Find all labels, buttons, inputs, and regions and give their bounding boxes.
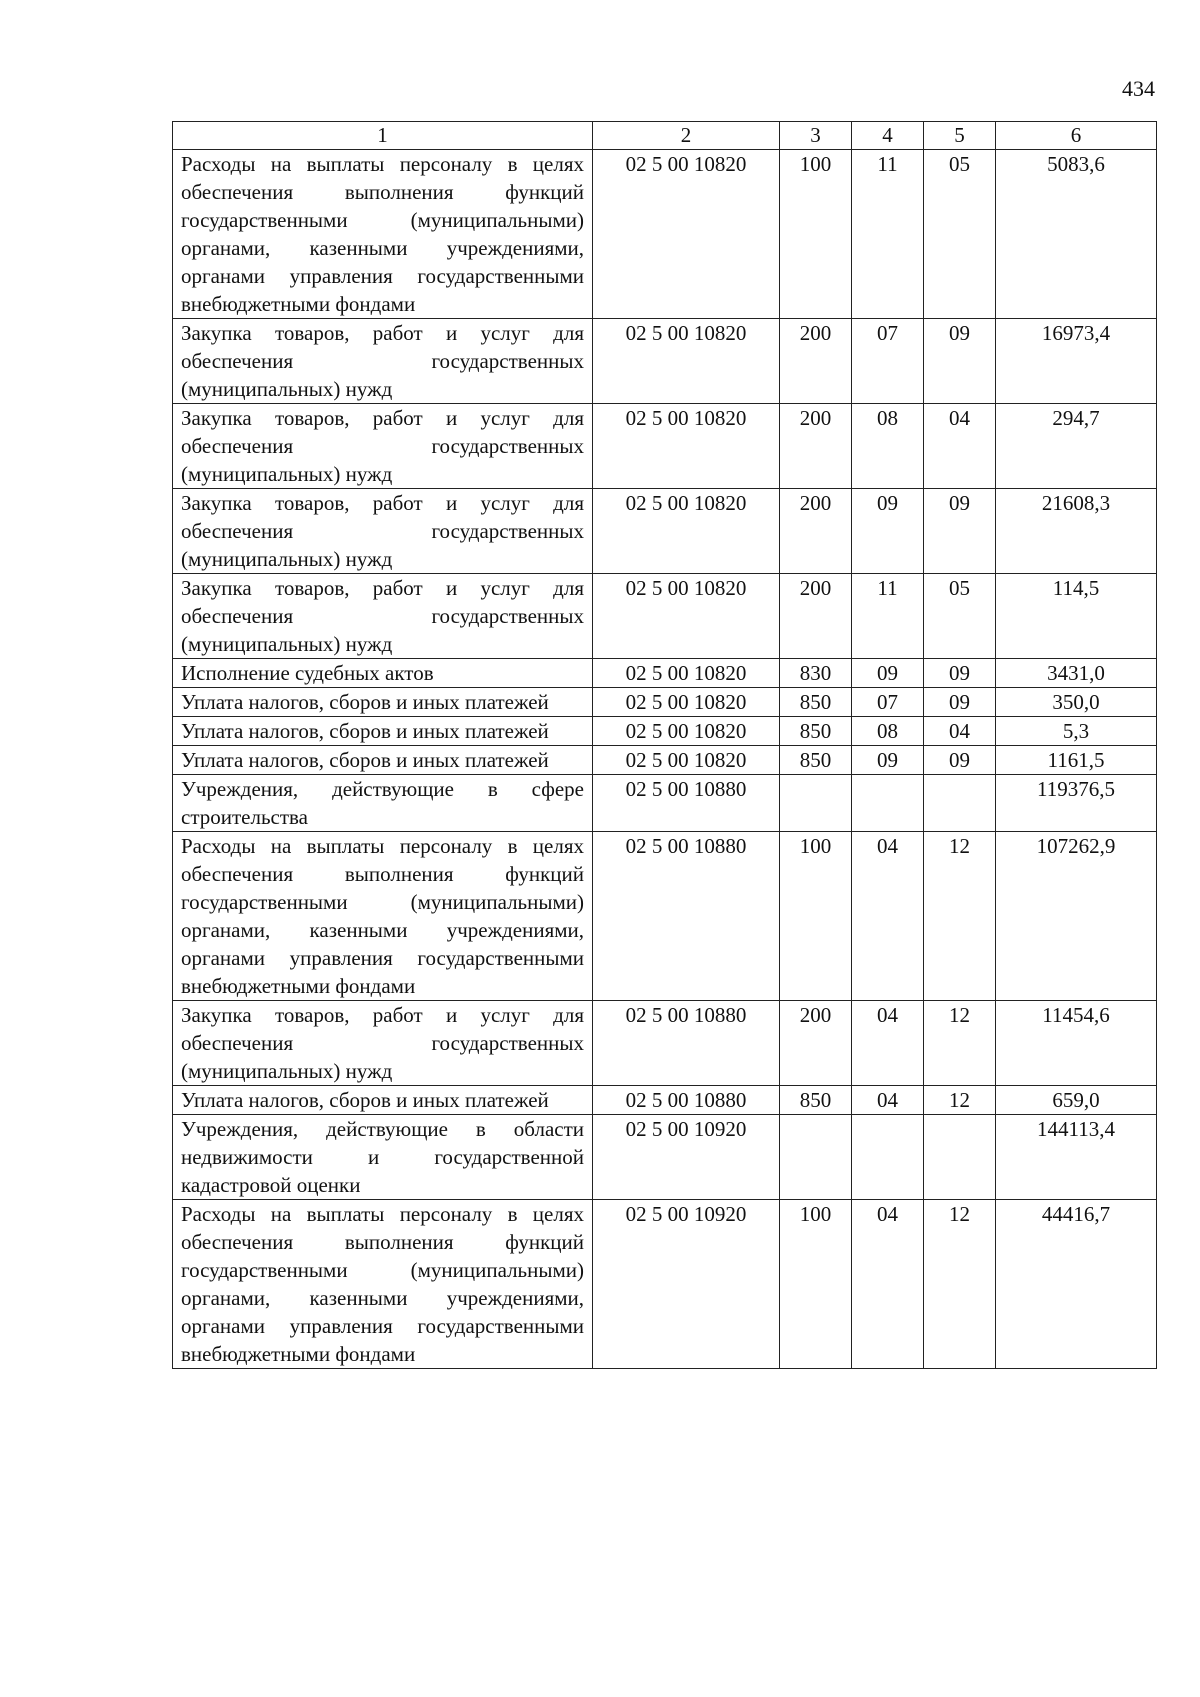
row-amount: 107262,9: [996, 832, 1157, 1001]
column-header-1: 1: [173, 122, 593, 150]
row-description: Закупка товаров, работ и услуг для обеспечения государственных (муниципальных) нужд: [173, 1001, 593, 1086]
table-row: [173, 746, 1157, 775]
row-expense-type: [780, 1115, 852, 1200]
row-description: Расходы на выплаты персоналу в целях обеспечения выполнения функций государственными (муниципальными) органами, казенными учреждениями, органами управления государственными внебюджетными фондами: [173, 1200, 593, 1369]
row-description: Уплата налогов, сборов и иных платежей: [173, 746, 593, 775]
row-target-code: 02 5 00 10880: [593, 1086, 780, 1115]
table-row: [173, 319, 1157, 404]
row-expense-type: 200: [780, 574, 852, 659]
row-description: Закупка товаров, работ и услуг для обеспечения государственных (муниципальных) нужд: [173, 574, 593, 659]
row-target-code: 02 5 00 10820: [593, 746, 780, 775]
row-expense-type: 850: [780, 1086, 852, 1115]
budget-table: [172, 121, 1157, 1369]
row-description: Уплата налогов, сборов и иных платежей: [173, 717, 593, 746]
row-description: Закупка товаров, работ и услуг для обеспечения государственных (муниципальных) нужд: [173, 404, 593, 489]
row-amount: 1161,5: [996, 746, 1157, 775]
table-body: [173, 150, 1157, 1369]
row-subsection: 05: [924, 150, 996, 319]
row-description: Учреждения, действующие в области недвижимости и государственной кадастровой оценки: [173, 1115, 593, 1200]
column-header-5: 5: [924, 122, 996, 150]
row-amount: 3431,0: [996, 659, 1157, 688]
table-row: [173, 1001, 1157, 1086]
row-target-code: 02 5 00 10820: [593, 319, 780, 404]
page-number: 434: [1122, 76, 1155, 101]
row-target-code: 02 5 00 10820: [593, 150, 780, 319]
column-header-2: 2: [593, 122, 780, 150]
row-section: 07: [852, 688, 924, 717]
row-expense-type: 100: [780, 1200, 852, 1369]
row-expense-type: 100: [780, 150, 852, 319]
row-section: 09: [852, 746, 924, 775]
table-row: [173, 489, 1157, 574]
row-target-code: 02 5 00 10920: [593, 1115, 780, 1200]
row-subsection: [924, 775, 996, 832]
row-expense-type: 850: [780, 717, 852, 746]
row-expense-type: 850: [780, 688, 852, 717]
row-section: 04: [852, 1200, 924, 1369]
row-description: Закупка товаров, работ и услуг для обеспечения государственных (муниципальных) нужд: [173, 489, 593, 574]
row-subsection: 09: [924, 489, 996, 574]
row-expense-type: 200: [780, 319, 852, 404]
row-amount: 144113,4: [996, 1115, 1157, 1200]
row-target-code: 02 5 00 10820: [593, 717, 780, 746]
row-section: [852, 1115, 924, 1200]
row-subsection: 04: [924, 717, 996, 746]
row-description: Исполнение судебных актов: [173, 659, 593, 688]
row-expense-type: [780, 775, 852, 832]
row-subsection: 12: [924, 1200, 996, 1369]
row-subsection: 09: [924, 659, 996, 688]
table-row: [173, 404, 1157, 489]
table-row: [173, 688, 1157, 717]
row-description: Учреждения, действующие в сфере строительства: [173, 775, 593, 832]
row-amount: 5083,6: [996, 150, 1157, 319]
row-target-code: 02 5 00 10820: [593, 688, 780, 717]
table-row: [173, 1086, 1157, 1115]
header-row: [173, 122, 1157, 150]
row-amount: 16973,4: [996, 319, 1157, 404]
row-subsection: 12: [924, 1086, 996, 1115]
row-section: [852, 775, 924, 832]
table-row: [173, 775, 1157, 832]
row-target-code: 02 5 00 10820: [593, 489, 780, 574]
row-target-code: 02 5 00 10820: [593, 659, 780, 688]
row-amount: 11454,6: [996, 1001, 1157, 1086]
row-amount: 350,0: [996, 688, 1157, 717]
table-row: [173, 1115, 1157, 1200]
row-section: 08: [852, 404, 924, 489]
row-section: 04: [852, 832, 924, 1001]
row-section: 07: [852, 319, 924, 404]
row-section: 08: [852, 717, 924, 746]
row-description: Закупка товаров, работ и услуг для обеспечения государственных (муниципальных) нужд: [173, 319, 593, 404]
row-amount: 294,7: [996, 404, 1157, 489]
row-description: Уплата налогов, сборов и иных платежей: [173, 1086, 593, 1115]
row-target-code: 02 5 00 10880: [593, 775, 780, 832]
column-header-4: 4: [852, 122, 924, 150]
row-amount: 659,0: [996, 1086, 1157, 1115]
row-target-code: 02 5 00 10880: [593, 832, 780, 1001]
row-expense-type: 850: [780, 746, 852, 775]
row-expense-type: 200: [780, 489, 852, 574]
row-section: 04: [852, 1086, 924, 1115]
row-description: Уплата налогов, сборов и иных платежей: [173, 688, 593, 717]
row-expense-type: 200: [780, 404, 852, 489]
row-subsection: 04: [924, 404, 996, 489]
column-header-6: 6: [996, 122, 1157, 150]
row-section: 09: [852, 659, 924, 688]
row-target-code: 02 5 00 10920: [593, 1200, 780, 1369]
row-subsection: 09: [924, 319, 996, 404]
row-subsection: 12: [924, 1001, 996, 1086]
row-amount: 114,5: [996, 574, 1157, 659]
row-target-code: 02 5 00 10880: [593, 1001, 780, 1086]
row-section: 04: [852, 1001, 924, 1086]
table-row: [173, 659, 1157, 688]
row-section: 09: [852, 489, 924, 574]
row-amount: 119376,5: [996, 775, 1157, 832]
row-amount: 21608,3: [996, 489, 1157, 574]
table-row: [173, 717, 1157, 746]
row-expense-type: 830: [780, 659, 852, 688]
table-row: [173, 150, 1157, 319]
row-target-code: 02 5 00 10820: [593, 574, 780, 659]
column-header-3: 3: [780, 122, 852, 150]
row-amount: 5,3: [996, 717, 1157, 746]
row-subsection: 09: [924, 746, 996, 775]
table-row: [173, 574, 1157, 659]
row-subsection: 05: [924, 574, 996, 659]
row-description: Расходы на выплаты персоналу в целях обеспечения выполнения функций государственными (муниципальными) органами, казенными учреждениями, органами управления государственными внебюджетными фондами: [173, 832, 593, 1001]
row-subsection: 12: [924, 832, 996, 1001]
row-amount: 44416,7: [996, 1200, 1157, 1369]
table-row: [173, 832, 1157, 1001]
row-description: Расходы на выплаты персоналу в целях обеспечения выполнения функций государственными (муниципальными) органами, казенными учреждениями, органами управления государственными внебюджетными фондами: [173, 150, 593, 319]
row-expense-type: 100: [780, 832, 852, 1001]
table-row: [173, 1200, 1157, 1369]
row-section: 11: [852, 574, 924, 659]
row-subsection: [924, 1115, 996, 1200]
row-expense-type: 200: [780, 1001, 852, 1086]
row-section: 11: [852, 150, 924, 319]
row-target-code: 02 5 00 10820: [593, 404, 780, 489]
row-subsection: 09: [924, 688, 996, 717]
